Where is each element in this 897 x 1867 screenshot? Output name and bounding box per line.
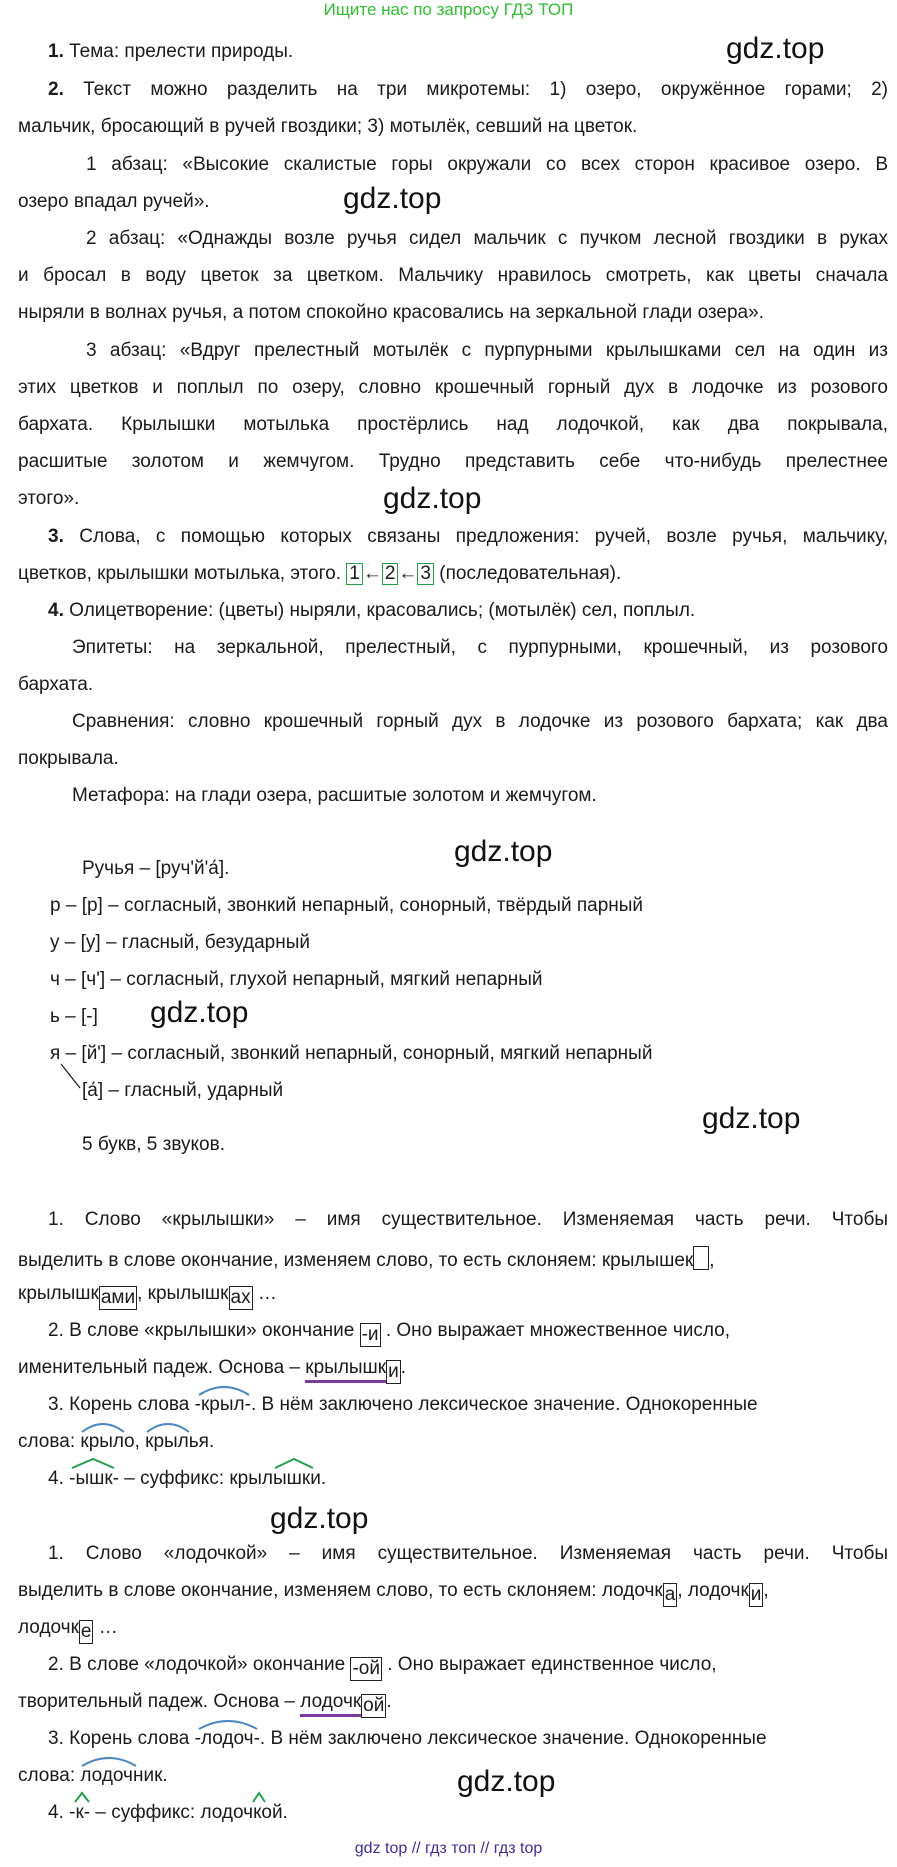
paragraph-3-line-3: бархата. Крылышки мотылька простёрлись над лодочкой, как два покрывала, xyxy=(18,414,888,435)
comparisons-line-2: покрывала. xyxy=(18,748,119,769)
phoneme-row: [а́] – гласный, ударный xyxy=(82,1080,284,1101)
ending-box xyxy=(693,1246,709,1270)
root-arc: крыл xyxy=(145,1431,189,1453)
phoneme-row: ч – [ч'] – согласный, глухой непарный, мягкий непарный xyxy=(50,969,543,990)
item-1: 1. Тема: прелести природы. xyxy=(48,41,294,62)
letters-sounds-summary: 5 букв, 5 звуков. xyxy=(82,1134,225,1155)
item-2-line-1: 2. Текст можно разделить на три микротемы: 1) озеро, окружённое горами; 2) xyxy=(48,79,888,100)
sentence-box-3: 3 xyxy=(417,563,434,585)
ending-box: и xyxy=(750,1584,762,1605)
metaphor-line: Метафора: на глади озера, расшитые золотом и жемчугом. xyxy=(72,785,597,806)
paragraph-1-line-2: озеро впадал ручей». xyxy=(18,191,210,212)
watermark: gdz.top xyxy=(383,482,482,515)
ending-box: ах xyxy=(230,1287,251,1308)
ending-box: ами xyxy=(100,1287,136,1308)
sentence-box-1: 1 xyxy=(346,563,363,585)
suffix-mark: -ышк- xyxy=(69,1468,119,1490)
suffix-mark: к xyxy=(253,1802,261,1824)
morph1-line-8: 4. -ышк- – суффикс: крыл ышки. xyxy=(48,1468,326,1490)
paragraph-2-line-2: и бросал в воду цветок за цветком. Мальчику нравилось смотреть, как цветы сначала xyxy=(18,265,888,286)
phoneme-row: р – [р] – согласный, звонкий непарный, сонорный, твёрдый парный xyxy=(50,895,644,916)
morph2-line-1: 1. Слово «лодочкой» – имя существительное. Изменяемая часть речи. Чтобы xyxy=(48,1543,888,1564)
ending-box: -и xyxy=(361,1324,379,1345)
sentence-box-2: 2 xyxy=(382,563,399,585)
paragraph-3-line-2: этих цветков и поплыл по озеру, словно крошечный горный дух в лодочке из розового xyxy=(18,377,888,398)
phoneme-row: ь – [-] xyxy=(50,1006,98,1027)
watermark: gdz.top xyxy=(726,32,825,65)
root-arc: -лодоч- xyxy=(195,1728,260,1750)
phoneme-row: я – [й'] – согласный, звонкий непарный, сонорный, мягкий непарный xyxy=(50,1043,653,1064)
root-arc: крыл xyxy=(80,1431,124,1453)
paragraph-3-line-1: 3 абзац: «Вдруг прелестный мотылёк с пурпурными крылышками сел на один из xyxy=(86,340,888,361)
morph1-line-6: 3. Корень слова -крыл-. В нём заключено лексическое значение. Однокоренные xyxy=(48,1394,758,1416)
watermark: gdz.top xyxy=(150,996,249,1029)
item-3-line-1: 3. Слова, с помощью которых связаны предложения: ручей, возле ручья, мальчику, xyxy=(48,526,888,547)
epithets-line-1: Эпитеты: на зеркальной, прелестный, с пурпурными, крошечный, из розового xyxy=(72,637,888,658)
item-2-line-2: мальчик, бросающий в ручей гвоздики; 3) мотылёк, севший на цветок. xyxy=(18,116,638,137)
morph2-line-2: выделить в слове окончание, изменяем слово, то есть склоняем: лодочк а , лодочк и , xyxy=(18,1580,769,1605)
morph2-line-3: лодочк е … xyxy=(18,1617,118,1642)
morph2-line-7: слова: лодочник. xyxy=(18,1765,168,1787)
item-4: 4. Олицетворение: (цветы) ныряли, красовались; (мотылёк) сел, поплыл. xyxy=(48,600,696,621)
paragraph-2-line-1: 2 абзац: «Однажды возле ручья сидел мальчик с пучком лесной гвоздики в руках xyxy=(86,228,888,249)
suffix-mark: ышк xyxy=(273,1468,310,1490)
morph2-line-8: 4. -к- – суффикс: лодоч кой. xyxy=(48,1802,288,1824)
root-arc: лодоч xyxy=(80,1765,133,1787)
root-arc: -крыл- xyxy=(195,1394,251,1416)
ending-box: е xyxy=(80,1621,92,1642)
watermark: gdz.top xyxy=(457,1765,556,1798)
footer-links[interactable]: gdz top // гдз топ // гдз top xyxy=(354,1840,543,1857)
paragraph-3-line-5: этого». xyxy=(18,488,80,509)
search-hint-banner: Ищите нас по запросу ГДЗ ТОП xyxy=(323,0,574,19)
watermark: gdz.top xyxy=(454,835,553,868)
morph1-line-4: 2. В слове «крылышки» окончание -и . Оно выражает множественное число, xyxy=(48,1320,730,1345)
phonetic-transcription: Ручья – [руч'й'а́]. xyxy=(82,858,230,879)
paragraph-2-line-3: ныряли в волнах ручья, а потом спокойно красовались на зеркальной глади озера». xyxy=(18,302,764,323)
epithets-line-2: бархата. xyxy=(18,674,94,695)
watermark: gdz.top xyxy=(343,182,442,215)
paragraph-1-line-1: 1 абзац: «Высокие скалистые горы окружали со всех сторон красивое озеро. В xyxy=(86,154,888,175)
morph1-line-2: выделить в слове окончание, изменяем слово, то есть склоняем: крылышек , xyxy=(18,1246,715,1272)
item-3-line-2: цветков, крылышки мотылька, этого. 1 ← 2 ← 3 (последовательная). xyxy=(18,563,622,584)
morph1-line-5: именительный падеж. Основа – крылышк и . xyxy=(18,1357,407,1382)
ending-box: ой xyxy=(363,1695,385,1716)
stem-underline: лодочк xyxy=(300,1691,361,1717)
morph2-line-5: творительный падеж. Основа – лодочк ой . xyxy=(18,1691,392,1716)
ending-box: а xyxy=(664,1584,676,1605)
morph2-line-4: 2. В слове «лодочкой» окончание -ой . Оно выражает единственное число, xyxy=(48,1654,717,1679)
ending-box: -ой xyxy=(352,1658,380,1679)
chain-arrow: ← xyxy=(398,563,418,584)
watermark: gdz.top xyxy=(702,1102,801,1135)
morph1-line-1: 1. Слово «крылышки» – имя существительное. Изменяемая часть речи. Чтобы xyxy=(48,1209,888,1230)
paragraph-3-line-4: расшитые золотом и жемчугом. Трудно представить себе что-нибудь прелестнее xyxy=(18,451,888,472)
chain-arrow: ← xyxy=(362,563,382,584)
suffix-mark: -к- xyxy=(69,1802,90,1824)
morph1-line-7: слова: крыло, крылья. xyxy=(18,1431,214,1453)
phoneme-row: у – [у] – гласный, безударный xyxy=(50,932,310,953)
stem-underline: крылышк xyxy=(305,1357,386,1383)
comparisons-line-1: Сравнения: словно крошечный горный дух в лодочке из розового бархата; как два xyxy=(72,711,888,732)
chain-type: (последовательная). xyxy=(439,563,622,584)
watermark: gdz.top xyxy=(270,1502,369,1535)
ending-box: и xyxy=(388,1361,399,1382)
morph2-line-6: 3. Корень слова -лодоч-. В нём заключено лексическое значение. Однокоренные xyxy=(48,1728,767,1750)
morph1-line-3: крылышк ами , крылышк ах … xyxy=(18,1283,277,1308)
